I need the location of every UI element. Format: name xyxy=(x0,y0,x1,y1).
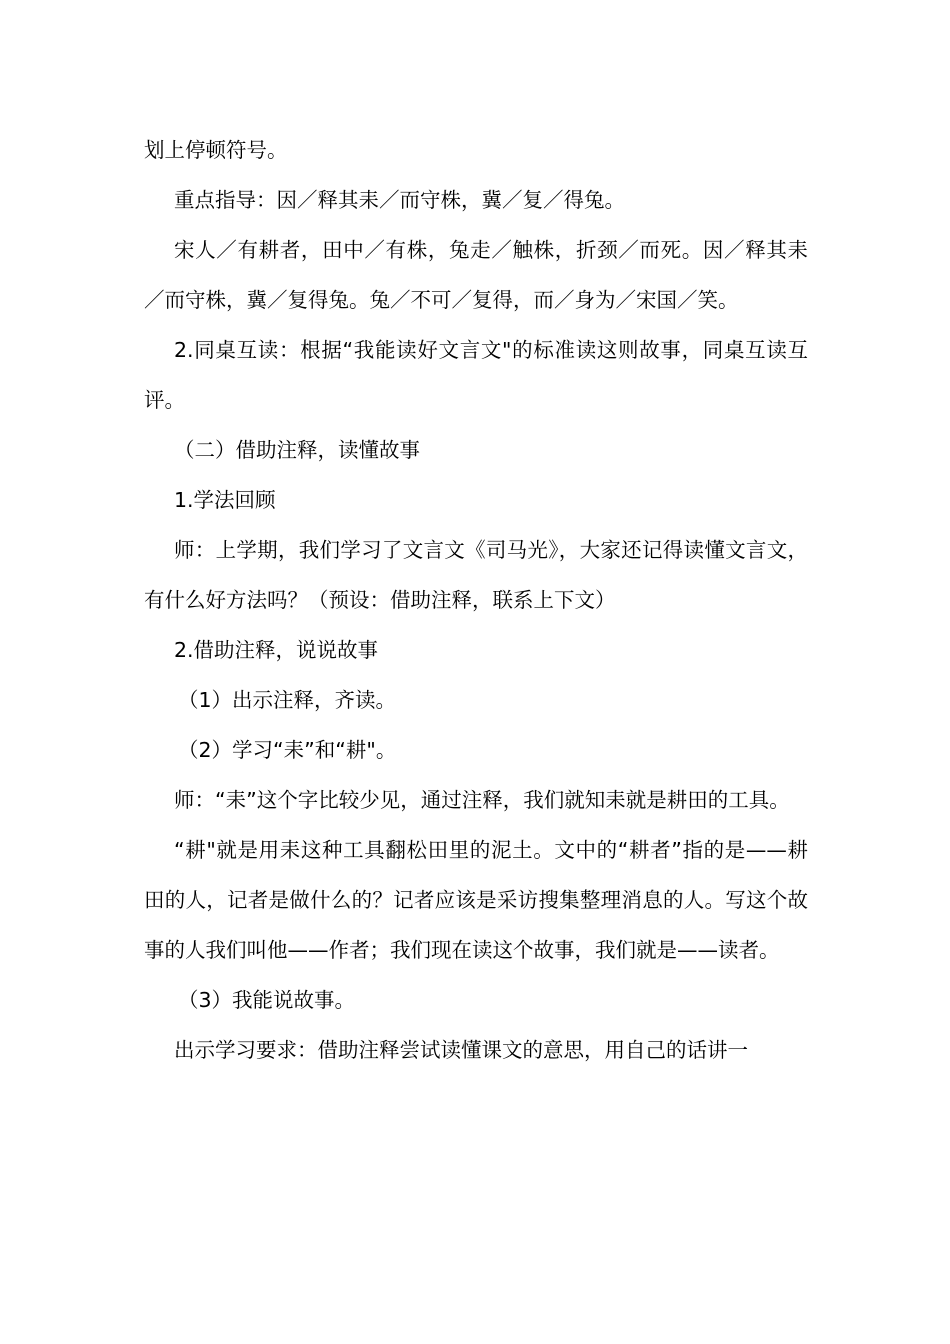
list-item-show-notes: （1）出示注释，齐读。 xyxy=(178,688,397,712)
subheading-tell-story: 2.借助注释，说说故事 xyxy=(174,638,379,662)
paragraph-plow-explanation: “耕"就是用耒这种工具翻松田里的泥土。文中的“耕者”指的是——耕田的人，记者是做什么的？记者应该是采访搜集整理消息的人。写这个故事的人我们叫他——作者；我们现在读这个故事，我们就是——读者。 xyxy=(144,838,808,962)
section-heading-annotations: （二）借助注释，读懂故事 xyxy=(174,438,420,462)
paragraph-learning-requirement: 出示学习要求：借助注释尝试读懂课文的意思，用自己的话讲一 xyxy=(174,1038,748,1062)
document-body xyxy=(144,125,808,1075)
list-item-learn-characters: （2）学习“耒”和“耕"。 xyxy=(178,738,397,762)
paragraph-teacher-question: 师：上学期，我们学习了文言文《司马光》，大家还记得读懂文言文，有什么好方法吗？（预设：借助注释，联系上下文） xyxy=(144,538,808,612)
list-item-tell-story: （3）我能说故事。 xyxy=(178,988,356,1012)
paragraph-continuation: 划上停顿符号。 xyxy=(144,138,288,162)
paragraph-key-guidance: 重点指导：因／释其耒／而守株，冀／复／得兔。 xyxy=(174,188,625,212)
subheading-method-review: 1.学法回顾 xyxy=(174,488,276,512)
paragraph-pair-reading: 2.同桌互读：根据“我能读好文言文"的标准读这则故事，同桌互读互评。 xyxy=(144,338,808,412)
paragraph-teacher-explanation: 师：“耒”这个字比较少见，通过注释，我们就知耒就是耕田的工具。 xyxy=(174,788,790,812)
paragraph-classical-text: 宋人／有耕者，田中／有株，兔走／触株，折颈／而死。因／释其耒／而守株，冀／复得兔。兔／不可／复得，而／身为／宋国／笑。 xyxy=(144,238,808,312)
